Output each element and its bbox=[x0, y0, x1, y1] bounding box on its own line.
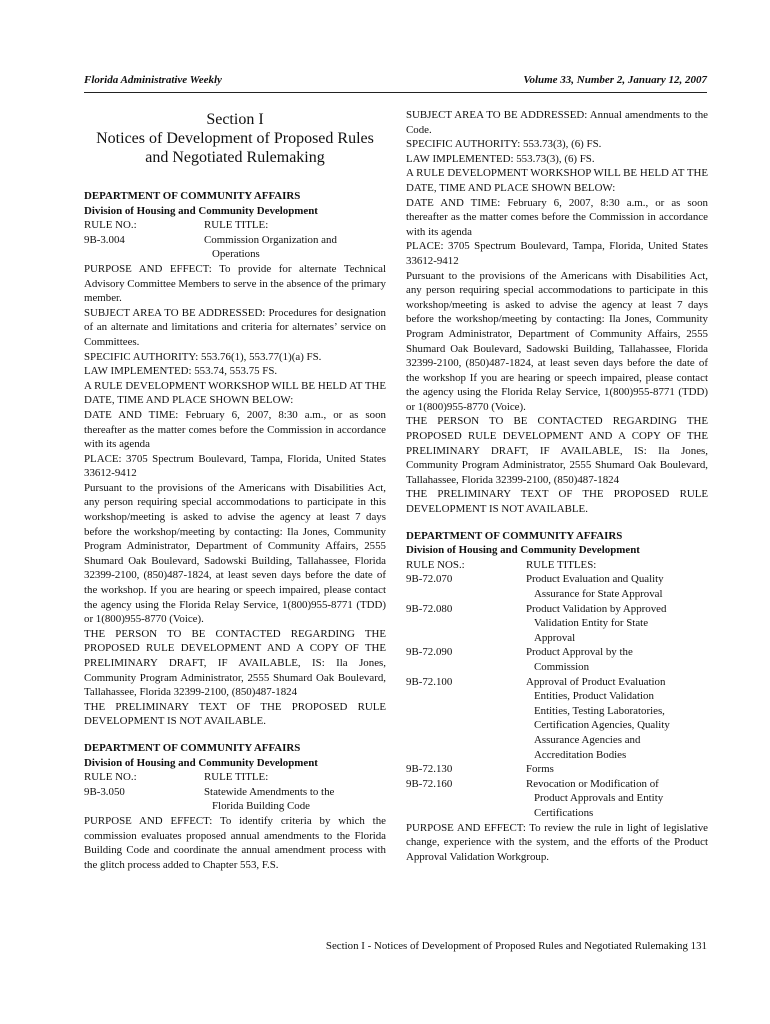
page-footer: Section I - Notices of Development of Proposed Rules and Negotiated Rulemaking 131 bbox=[325, 940, 707, 952]
rule-title-line: Entities, Product Validation bbox=[534, 690, 654, 703]
ada-notice: Pursuant to the provisions of the Americans with Disabilities Act, any person requiring special accommodations to participate in this workshop/meeting is asked to advise the agency at least 7 days before the workshop/meeting by contacting: Ila Jones, Community Program Administrator, Department of Community Affairs, 2555 Shumard Oak Boulevard, Sadowski Building, Tallahassee, Florida 32399-2100, (850)487-1824, at least seven days before the date of the workshop. If you are hearing or speech impaired, please contact the agency using the Florida Relay Service, 1(800)955-8771 (TDD) or 1(800)955-8770 (Voice). bbox=[84, 481, 386, 626]
rule-number: 9B-72.090 bbox=[406, 646, 453, 659]
rule-row bbox=[84, 233, 386, 262]
rule-title-line: Commission bbox=[534, 660, 590, 673]
rule-row bbox=[406, 602, 708, 646]
section-title-line-1: Notices of Development of Proposed Rules bbox=[96, 130, 374, 147]
rule-title-line: Certifications bbox=[534, 806, 594, 819]
rule-title-line: Statewide Amendments to the bbox=[204, 785, 335, 798]
section-heading bbox=[84, 110, 386, 167]
left-column bbox=[84, 108, 386, 872]
rule-number: 9B-3.004 bbox=[84, 233, 125, 246]
spacer bbox=[84, 729, 386, 741]
rule-no-label: RULE NO.: bbox=[84, 771, 137, 784]
rule-number: 9B-72.080 bbox=[406, 602, 453, 615]
rule-title-label: RULE TITLE: bbox=[204, 771, 269, 784]
rule-title-line: Entities, Testing Laboratories, bbox=[534, 704, 665, 717]
rule-row bbox=[406, 675, 708, 763]
rule-title bbox=[526, 645, 708, 674]
notice-9b-3-050-continued bbox=[406, 108, 708, 517]
rule-title bbox=[526, 777, 708, 821]
contact-person: THE PERSON TO BE CONTACTED REGARDING THE PROPOSED RULE DEVELOPMENT AND A COPY OF THE PRELIMINARY DRAFT, IF AVAILABLE, IS: Ila Jones, Community Program Administrator, 2555 Shumard Oak Boulevard, Tallahassee, Florida 32399-2100, (850)487-1824 bbox=[84, 627, 386, 699]
rule-title bbox=[204, 233, 386, 262]
specific-authority: SPECIFIC AUTHORITY: 553.73(3), (6) FS. bbox=[406, 138, 602, 151]
header-rule bbox=[84, 92, 707, 93]
law-implemented: LAW IMPLEMENTED: 553.74, 553.75 FS. bbox=[84, 365, 278, 378]
section-title-line-2: and Negotiated Rulemaking bbox=[145, 149, 325, 166]
rule-no-label: RULE NO.: bbox=[84, 219, 137, 232]
rule-row bbox=[406, 572, 708, 601]
date-and-time: DATE AND TIME: February 6, 2007, 8:30 a.m., or as soon thereafter as the matter comes before the Commission in accordance with its agenda bbox=[406, 196, 708, 238]
rule-title-line: Florida Building Code bbox=[212, 800, 311, 813]
law-implemented: LAW IMPLEMENTED: 553.73(3), (6) FS. bbox=[406, 152, 595, 165]
workshop-notice: A RULE DEVELOPMENT WORKSHOP WILL BE HELD AT THE DATE, TIME AND PLACE SHOWN BELOW: bbox=[406, 167, 708, 194]
rule-title-line: Accreditation Bodies bbox=[534, 748, 627, 761]
rule-nos-label: RULE NOS.: bbox=[406, 558, 465, 571]
preliminary-text-note: THE PRELIMINARY TEXT OF THE PROPOSED RULE DEVELOPMENT IS NOT AVAILABLE. bbox=[406, 488, 708, 516]
purpose-and-effect: PURPOSE AND EFFECT: To provide for alternate Technical Advisory Committee Members to serve in the absence of the primary member. bbox=[84, 262, 386, 305]
rule-list bbox=[406, 572, 708, 820]
ada-notice: Pursuant to the provisions of the Americans with Disabilities Act, any person requiring special accommodations to participate in this workshop/meeting is asked to advise the agency at least 7 days before the workshop/meeting by contacting: Ila Jones, Community Program Administrator, Department of Community Affairs, 2555 Shumard Oak Boulevard, Sadowski Building, Tallahassee, Florida 32399-2100, (850)487-1824, at least seven days before the date of the workshop If you are hearing or speech impaired, please contact the agency using the Florida Relay Service, 1(800)955-8771 (TDD) or 1(800)955-8770 (Voice). bbox=[406, 269, 708, 413]
date-and-time: DATE AND TIME: February 6, 2007, 8:30 a.m., or as soon thereafter as the matter comes before the Commission in accordance with its agenda bbox=[84, 408, 386, 451]
rule-title-line: Product Validation by Approved bbox=[526, 602, 667, 615]
spacer bbox=[406, 517, 708, 529]
rule-number: 9B-72.160 bbox=[406, 777, 453, 790]
rule-number: 9B-72.070 bbox=[406, 573, 453, 586]
rule-title-line: Certification Agencies, Quality bbox=[534, 719, 670, 732]
rule-title-label: RULE TITLE: bbox=[204, 219, 269, 232]
rule-row bbox=[84, 785, 386, 814]
place: PLACE: 3705 Spectrum Boulevard, Tampa, Florida, United States 33612-9412 bbox=[406, 240, 708, 267]
rule-header-row bbox=[84, 218, 386, 233]
specific-authority: SPECIFIC AUTHORITY: 553.76(1), 553.77(1)(a) FS. bbox=[84, 350, 322, 363]
rule-title-line: Forms bbox=[526, 763, 554, 776]
right-column bbox=[406, 108, 708, 864]
rule-title-line: Approval of Product Evaluation bbox=[526, 675, 666, 688]
department-heading: DEPARTMENT OF COMMUNITY AFFAIRS bbox=[406, 529, 623, 542]
running-header bbox=[84, 74, 707, 90]
notice-9b-3-050 bbox=[84, 741, 386, 872]
section-number: Section I bbox=[206, 111, 264, 128]
rule-title-line: Commission Organization and bbox=[204, 233, 337, 246]
rule-number: 9B-72.100 bbox=[406, 675, 453, 688]
rule-title-line: Assurance Agencies and bbox=[534, 733, 641, 746]
subject-area: SUBJECT AREA TO BE ADDRESSED: Annual amendments to the Code. bbox=[406, 109, 708, 136]
rule-title bbox=[526, 602, 708, 646]
rule-titles-label: RULE TITLES: bbox=[526, 558, 597, 571]
division-heading: Division of Housing and Community Development bbox=[84, 756, 318, 769]
rule-title-line: Product Approvals and Entity bbox=[534, 792, 664, 805]
rule-title-line: Approval bbox=[534, 631, 576, 644]
rule-title-line: Product Evaluation and Quality bbox=[526, 573, 664, 586]
rule-number: 9B-3.050 bbox=[84, 785, 125, 798]
rule-title bbox=[526, 762, 708, 777]
rule-row bbox=[406, 645, 708, 674]
rule-header-row bbox=[406, 558, 708, 573]
subject-area: SUBJECT AREA TO BE ADDRESSED: Procedures for designation of an alternate and limitations and criteria for alternates’ service on Committees. bbox=[84, 306, 386, 348]
place: PLACE: 3705 Spectrum Boulevard, Tampa, Florida, United States 33612-9412 bbox=[84, 452, 386, 480]
rule-row bbox=[406, 762, 708, 777]
rule-title bbox=[526, 675, 708, 763]
volume-issue-date: Volume 33, Number 2, January 12, 2007 bbox=[523, 74, 707, 86]
notice-9b-72 bbox=[406, 529, 708, 865]
rule-title-line: Revocation or Modification of bbox=[526, 777, 659, 790]
preliminary-text-note: THE PRELIMINARY TEXT OF THE PROPOSED RULE DEVELOPMENT IS NOT AVAILABLE. bbox=[84, 700, 386, 728]
rule-header-row bbox=[84, 770, 386, 785]
workshop-notice: A RULE DEVELOPMENT WORKSHOP WILL BE HELD AT THE DATE, TIME AND PLACE SHOWN BELOW: bbox=[84, 379, 386, 407]
rule-title-line: Validation Entity for State bbox=[534, 617, 649, 630]
publication-title: Florida Administrative Weekly bbox=[84, 74, 222, 86]
rule-title-line: Assurance for State Approval bbox=[534, 588, 663, 600]
rule-title bbox=[526, 572, 708, 601]
rule-title-line: Operations bbox=[212, 248, 260, 261]
notice-9b-3-004 bbox=[84, 189, 386, 729]
rule-number: 9B-72.130 bbox=[406, 763, 453, 776]
rule-title bbox=[204, 785, 386, 814]
purpose-and-effect: PURPOSE AND EFFECT: To identify criteria by which the commission evaluates proposed annual amendments to the Florida Building Code and coordinate the annual amendment process with the glitch process added to Chapter 553, F.S. bbox=[84, 814, 386, 871]
purpose-and-effect: PURPOSE AND EFFECT: To review the rule in light of legislative change, experience with the system, and the efforts of the Product Approval Validation Workgroup. bbox=[406, 821, 708, 863]
contact-person: THE PERSON TO BE CONTACTED REGARDING THE PROPOSED RULE DEVELOPMENT AND A COPY OF THE PRELIMINARY DRAFT, IF AVAILABLE, IS: Ila Jones, Community Program Administrator, 2555 Shumard Oak Boulevard, Tallahassee, Florida 32399-2100, (850)487-1824 bbox=[406, 415, 708, 486]
department-heading: DEPARTMENT OF COMMUNITY AFFAIRS bbox=[84, 741, 301, 754]
rule-title-line: Product Approval by the bbox=[526, 646, 633, 659]
rule-row bbox=[406, 777, 708, 821]
division-heading: Division of Housing and Community Development bbox=[84, 204, 318, 217]
division-heading: Division of Housing and Community Development bbox=[406, 544, 640, 557]
department-heading: DEPARTMENT OF COMMUNITY AFFAIRS bbox=[84, 190, 301, 202]
